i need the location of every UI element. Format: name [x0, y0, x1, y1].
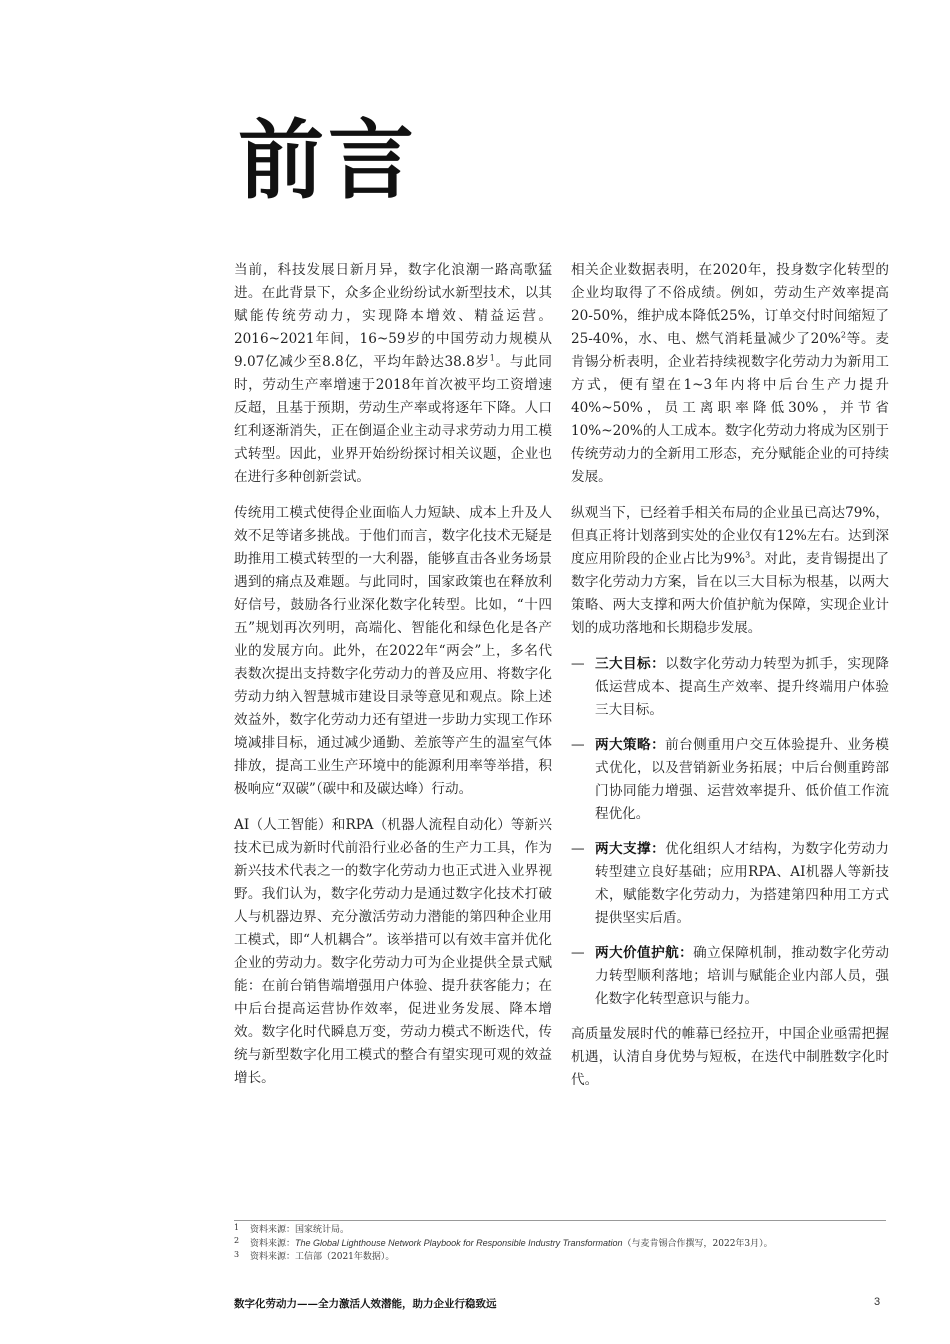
paragraph: 传统用工模式使得企业面临人力短缺、成本上升及人效不足等诸多挑战。于他们而言，数字化技术无疑是助推用工模式转型的一大利器，能够直击各业务场景遇到的痛点及难题。与此同时，国家政策也在释放利好信号，鼓励各行业深化数字化转型。比如，“十四五”规划再次列明，高端化、智能化和绿色化是各产业的发展方向。此外，在2022年“两会”上，多名代表数次提出支持数字化劳动力的普及应用、将数字化劳动力纳入智慧城市建设目录等意见和观点。除上述效益外，数字化劳动力还有望进一步助力实现工作环境减排目标，通过减少通勤、差旅等产生的温室气体排放，提高工业生产环境中的能源利用率等举措，积极响应“双碳”（碳中和及碳达峰）行动。 [234, 505, 552, 797]
paragraph-text: 纵观当下，已经着手相关布局的企业虽已高达79%，但真正将计划落到实处的企业仅有12%左右。达到深度应用阶段的企业占比为9% [571, 505, 889, 567]
footnote-text: （与麦肯锡合作撰写，2022年3月）。 [622, 1239, 773, 1249]
footnote-ref: 3 [745, 550, 751, 560]
footnote-number: 2 [234, 1236, 240, 1245]
footnote-number: 3 [234, 1250, 240, 1259]
bullet-text: 优化组织人才结构，为数字化劳动力转型建立良好基础；应用RPA、AI机器人等新技术，赋能数字化劳动力，为搭建第四种用工方式提供坚实后盾。 [595, 841, 890, 926]
dash-bullet: — [571, 945, 585, 961]
footnote [234, 1251, 886, 1264]
footnote-ref: 1 [489, 353, 495, 363]
page-title: 前言 [238, 110, 418, 211]
bullet-label: 两大支撑： [595, 841, 666, 857]
paragraph [234, 259, 552, 489]
bullet-label: 三大目标： [595, 656, 666, 672]
dash-bullet: — [571, 737, 585, 753]
paragraph: AI（人工智能）和RPA（机器人流程自动化）等新兴技术已成为新时代前沿行业必备的生产力工具，作为新兴技术代表之一的数字化劳动力也正式进入业界视野。我们认为，数字化劳动力是通过数字化技术打破人与机器边界、充分激活劳动力潜能的第四种企业用工模式，即“人机耦合”。该举措可以有效丰富并优化企业的劳动力。数字化劳动力可为企业提供全景式赋能：在前台销售端增强用户体验、提升获客能力；在中后台提高运营协作效率，促进业务发展、降本增效。数字化时代瞬息万变，劳动力模式不断迭代，传统与新型数字化用工模式的整合有望实现可观的效益增长。 [234, 817, 552, 1086]
bullet-item [571, 653, 889, 722]
footnote-text: 资料来源：国家统计局。 [250, 1225, 350, 1235]
bullet-item [571, 838, 889, 930]
paragraph: 高质量发展时代的帷幕已经拉开，中国企业亟需把握机遇，认清自身优势与短板，在迭代中制胜数字化时代。 [571, 1026, 889, 1088]
paragraph [571, 502, 889, 640]
paragraph-text: 相关企业数据表明，在2020年，投身数字化转型的企业均取得了不俗成绩。例如，劳动生产效率提高20-50%，维护成本降低25%，订单交付时间缩短了25-40%，水、电、燃气消耗量减少了20% [571, 262, 889, 347]
bullet-label: 两大策略： [595, 737, 666, 753]
footnote-text: 资料来源： [250, 1239, 296, 1249]
footnote-source-title: The Global Lighthouse Network Playbook for Responsible Industry Transformation [295, 1238, 623, 1248]
footnote [234, 1224, 886, 1237]
bullet-text: 确立保障机制，推动数字化劳动力转型顺利落地；培训与赋能企业内部人员，强化数字化转型意识与能力。 [595, 945, 890, 1007]
bullet-text: 前台侧重用户交互体验提升、业务模式优化，以及营销新业务拓展；中后台侧重跨部门协同能力增强、运营效率提升、低价值工作流程优化。 [595, 737, 890, 822]
page-number: 3 [874, 1296, 881, 1308]
bullet-item [571, 942, 889, 1011]
bullet-label: 两大价值护航： [595, 945, 694, 961]
footnote [234, 1237, 886, 1251]
paragraph-text: 当前，科技发展日新月异，数字化浪潮一路高歌猛进。在此背景下，众多企业纷纷试水新型技术，以其赋能传统劳动力，实现降本增效、精益运营。2016~2021年间，16~59岁的中国劳动力规模从9.07亿减少至8.8亿，平均年龄达38.8岁 [234, 262, 552, 370]
bullet-text: 以数字化劳动力转型为抓手，实现降低运营成本、提高生产效率、提升终端用户体验三大目标。 [595, 656, 890, 718]
footnote-ref: 2 [840, 330, 846, 340]
dash-bullet: — [571, 841, 585, 857]
dash-bullet: — [571, 656, 585, 672]
paragraph [571, 259, 889, 489]
bullet-item [571, 734, 889, 826]
footnote-text: 资料来源：工信部（2021年数据）。 [250, 1252, 395, 1262]
paragraph-text: 等。麦肯锡分析表明，企业若持续视数字化劳动力为新用工方式，便有望在1~3年内将中后台生产力提升40%~50%，员工离职率降低30%，并节省10%~20%的人工成本。数字化劳动力将成为区别于传统劳动力的全新用工形态，充分赋能企业的可持续发展。 [571, 331, 889, 485]
paragraph-text: 。与此同时，劳动生产率增速于2018年首次被平均工资增速反超，且基于预期，劳动生产率或将逐年下降。人口红利逐渐消失，正在倒逼企业主动寻求劳动力用工模式转型。因此，业界开始纷纷探讨相关议题，企业也在进行多种创新尝试。 [234, 354, 553, 485]
footnote-number: 1 [234, 1223, 240, 1232]
footnotes [234, 1220, 886, 1264]
right-column [571, 259, 889, 1105]
footer-title: 数字化劳动力——全力激活人效潜能，助力企业行稳致远 [234, 1298, 497, 1310]
left-column [234, 259, 552, 1103]
paragraph-text: 。对此，麦肯锡提出了数字化劳动力方案，旨在以三大目标为根基，以两大策略、两大支撑和两大价值护航为保障，实现企业计划的成功落地和长期稳步发展。 [571, 551, 889, 636]
